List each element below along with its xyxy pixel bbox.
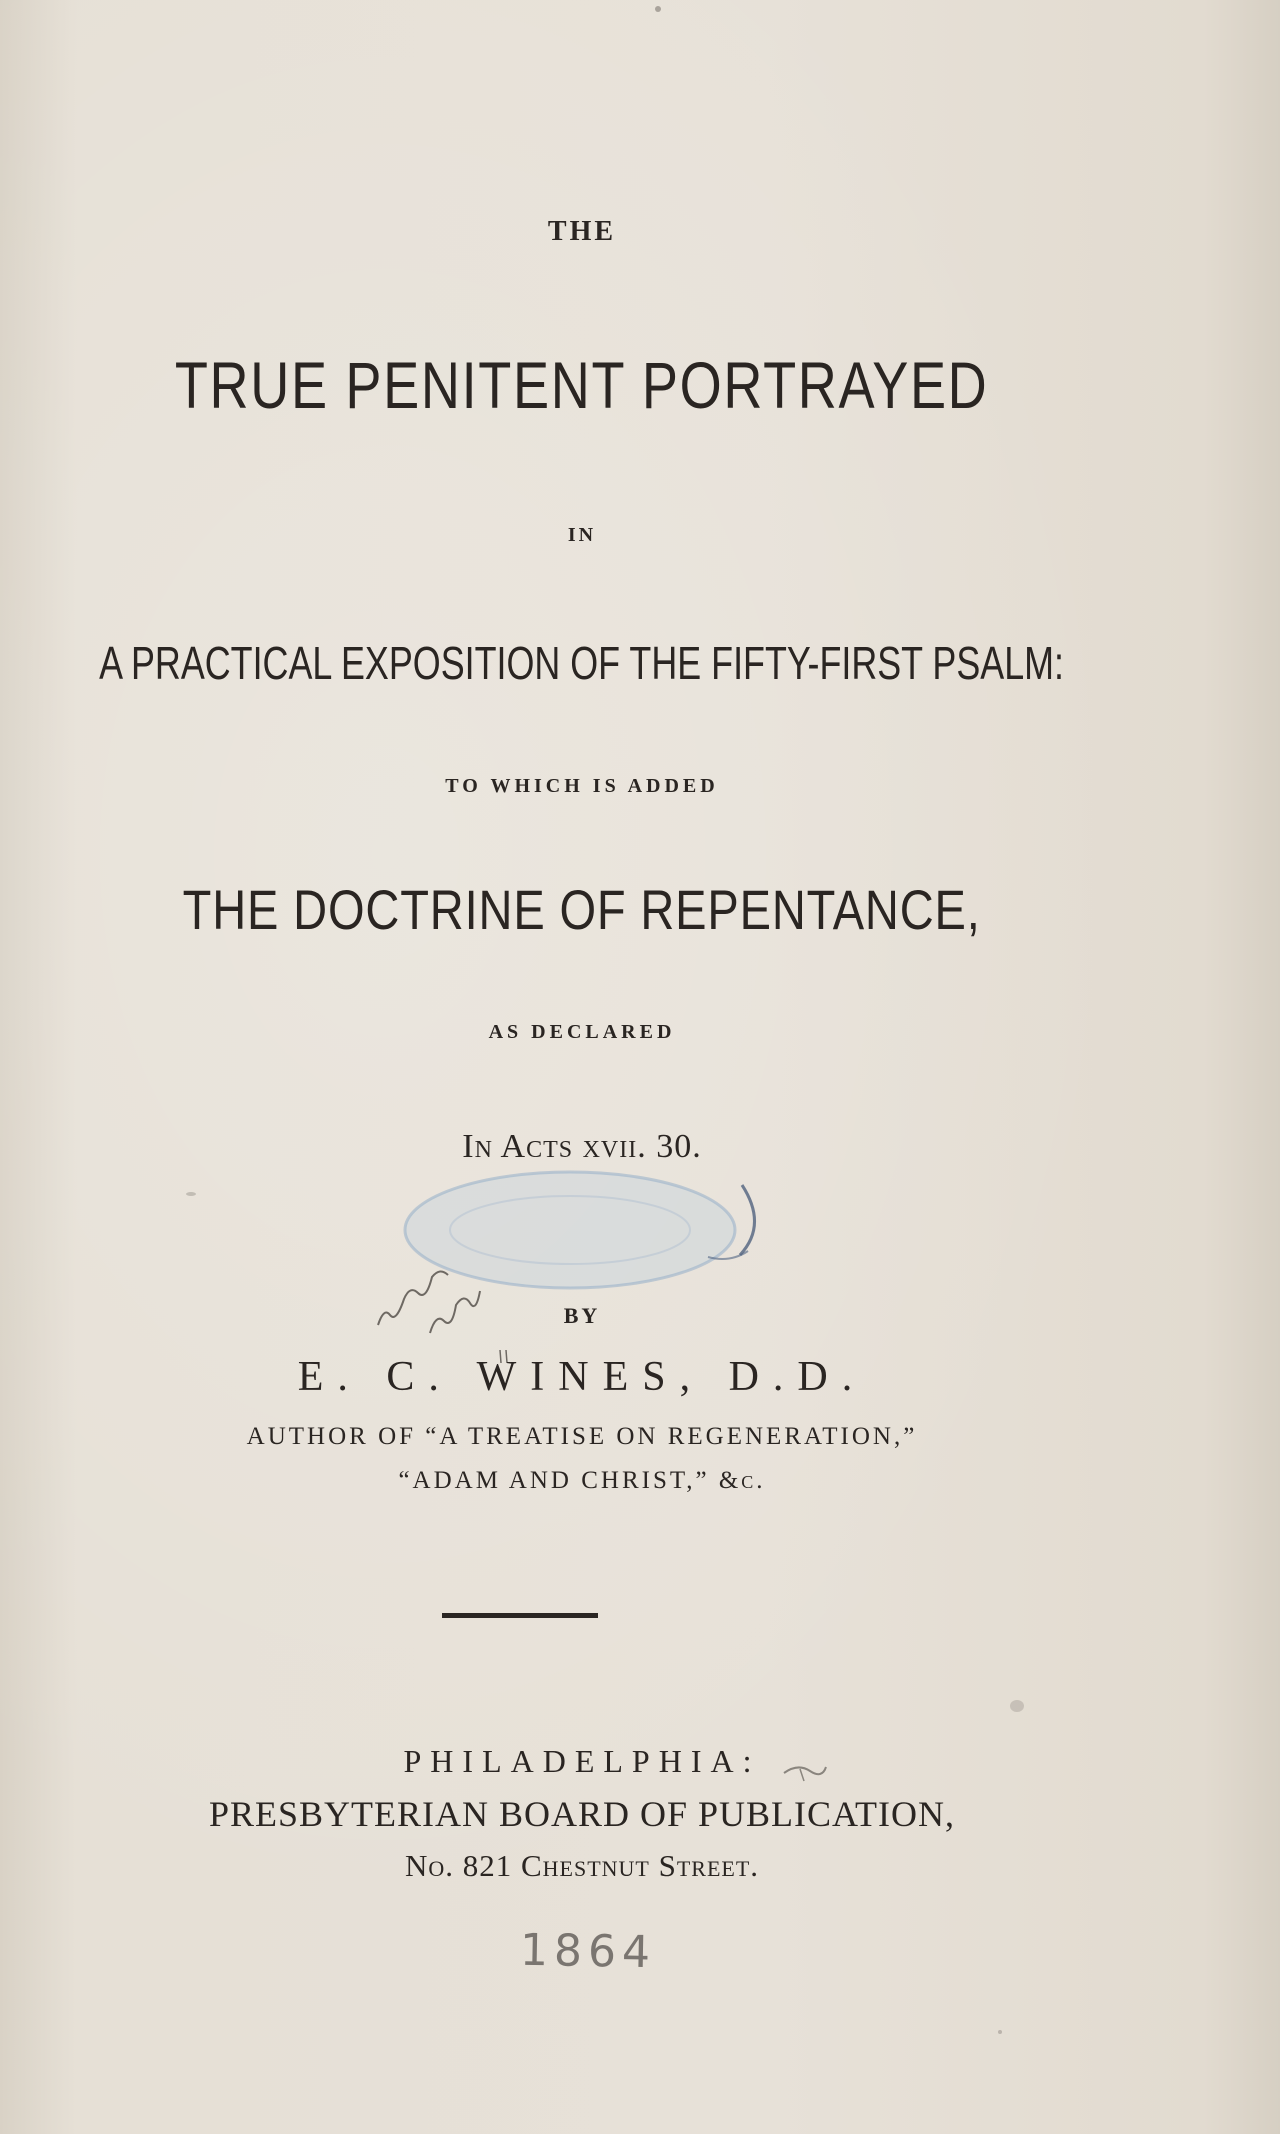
publisher: PRESBYTERIAN BOARD OF PUBLICATION, xyxy=(208,1794,956,1834)
author-name: E. C. WINES, D.D. xyxy=(297,1354,867,1400)
title-article: THE xyxy=(547,216,617,247)
handwritten-year: 1864 xyxy=(519,1924,657,1979)
subtitle: A PRACTICAL EXPOSITION OF THE FIFTY-FIRST PSALM: xyxy=(99,637,1065,689)
as-declared: AS DECLARED xyxy=(488,1021,676,1043)
paper-speck xyxy=(998,2030,1002,2034)
main-title: TRUE PENITENT PORTRAYED xyxy=(174,348,989,422)
second-title: THE DOCTRINE OF REPENTANCE, xyxy=(182,878,981,941)
publisher-address: No. 821 Chestnut Street. xyxy=(404,1848,760,1883)
byline-label: BY xyxy=(563,1303,601,1328)
publication-city: PHILADELPHIA: xyxy=(403,1743,761,1779)
paper-speck xyxy=(186,1192,196,1196)
paper-speck xyxy=(655,6,661,12)
divider-rule xyxy=(442,1613,598,1618)
pencil-mark-icon xyxy=(780,1755,830,1785)
author-works-line-1: AUTHOR OF “A TREATISE ON REGENERATION,” xyxy=(246,1423,918,1450)
author-works-line-2: “ADAM AND CHRIST,” &c. xyxy=(398,1467,766,1494)
paper-speck xyxy=(1010,1700,1024,1712)
connector-in: IN xyxy=(567,524,597,546)
to-which-added: TO WHICH IS ADDED xyxy=(445,775,719,797)
scripture-reference: In Acts xvii. 30. xyxy=(462,1128,702,1165)
